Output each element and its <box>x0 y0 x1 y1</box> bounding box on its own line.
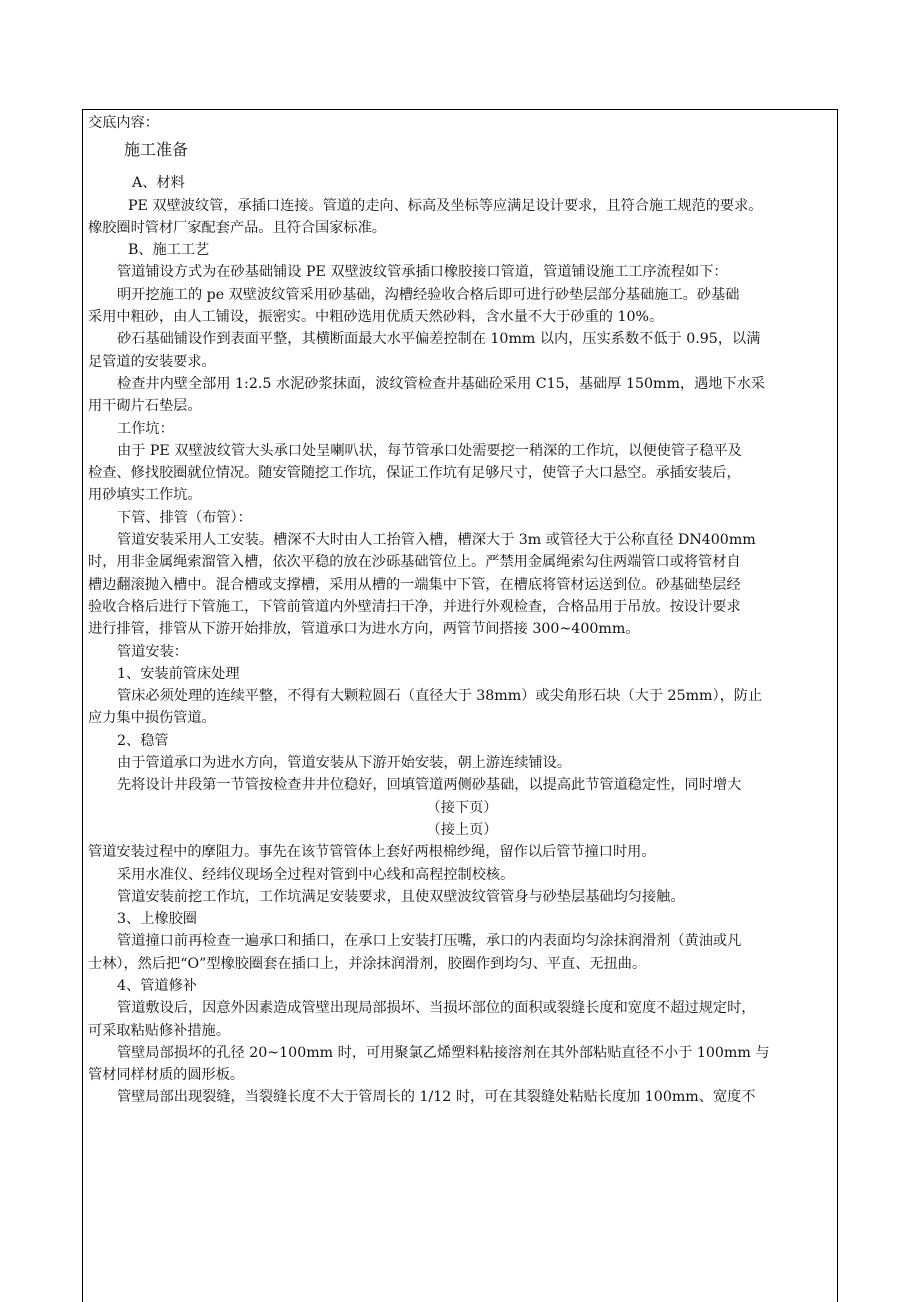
text-line: 可采取粘贴修补措施。 <box>88 1022 230 1039</box>
text-line: 采用水准仪、经纬仪现场全过程对管到中心线和高程控制校核。 <box>117 866 515 883</box>
text-line: 采用中粗砂，由人工铺设，振密实。中粗砂选用优质天然砂料，含水量不大于砂重的 10%。 <box>88 309 664 326</box>
text-line: 3、上橡胶圈 <box>117 911 197 928</box>
text-line: 检查、修找胶圈就位情况。随安管随挖工作坑，保证工作坑有足够尺寸，使管子大口悬空。承插安装后， <box>88 465 741 482</box>
text-line: 检查井内壁全部用 1:2.5 水泥砂浆抹面，波纹管检查井基础砼采用 C15，基础厚 150mm，遇地下水采 <box>117 375 766 392</box>
text-line: 管壁局部损坏的孔径 20~100mm 时，可用聚氯乙烯塑料粘接溶剂在其外部粘贴直径不小于 100mm 与 <box>117 1044 770 1061</box>
text-line: 用干砌片石垫层。 <box>88 398 202 415</box>
text-line: 验收合格后进行下管施工，下管前管道内外壁清扫干净，并进行外观检查，合格品用于吊放。按设计要求 <box>88 598 741 615</box>
text-line: 槽边翻滚抛入槽中。混合槽或支撑槽，采用从槽的一端集中下管，在槽底将管材运送到位。砂基础垫层经 <box>88 576 741 593</box>
text-line: 砂石基础铺设作到表面平整，其横断面最大水平偏差控制在 10mm 以内，压实系数不低于 0.95，以满 <box>117 331 761 348</box>
text-line: 橡胶圈时管材厂家配套产品。且符合国家标准。 <box>88 219 386 236</box>
text-line: 进行排管，排管从下游开始排放，管道承口为进水方向，两管节间搭接 300~400mm。 <box>88 621 640 638</box>
heading: 交底内容： <box>88 115 159 131</box>
text-line: 管道安装过程中的摩阻力。事先在该节管管体上套好两根棉纱绳，留作以后管节撞口时用。 <box>88 844 656 861</box>
text-line: 管道铺设方式为在砂基础铺设 PE 双壁波纹管承插口橡胶接口管道，管道铺设施工工序流程如下： <box>117 264 728 281</box>
text-line: 应力集中损伤管道。 <box>88 710 216 727</box>
section-title: 施工准备 <box>124 140 189 160</box>
text-line: 管道安装采用人工安装。槽深不大时由人工抬管入槽，槽深大于 3m 或管径大于公称直径 DN400mm <box>117 532 756 549</box>
text-line: 管道安装： <box>117 643 188 660</box>
document-content <box>88 112 836 1109</box>
text-line: 由于管道承口为进水方向，管道安装从下游开始安装，朝上游连续铺设。 <box>117 755 572 772</box>
text-line: 4、管道修补 <box>117 977 197 994</box>
text-line: 管道敷设后，因意外因素造成管壁出现局部损坏、当损坏部位的面积或裂缝长度和宽度不超过规定时， <box>117 1000 756 1017</box>
body-lines <box>88 172 836 1108</box>
text-line: 2、稳管 <box>117 732 169 749</box>
text-line: 由于 PE 双壁波纹管大头承口处呈喇叭状，每节管承口处需要挖一稍深的工作坑，以便使管子稳平及 <box>117 442 742 459</box>
text-line: 士林），然后把“O”型橡胶圈套在插口上，并涂抹润滑剂，胶圈作到均匀、平直、无扭曲。 <box>88 955 647 972</box>
text-line: PE 双壁波纹管，承插口连接。管道的走向、标高及坐标等应满足设计要求，且符合施工规范的要求。 <box>128 197 763 214</box>
text-line: 工作坑： <box>117 420 174 437</box>
text-line: 足管道的安装要求。 <box>88 353 216 370</box>
text-line: （接上页） <box>426 821 498 838</box>
text-line: 管道撞口前再检查一遍承口和插口，在承口上安装打压嘴，承口的内表面均匀涂抹润滑剂（黄油或凡 <box>117 933 742 950</box>
text-line: B、施工工艺 <box>128 242 210 259</box>
text-line: 管材同样材质的圆形板。 <box>88 1067 245 1084</box>
text-line: 明开挖施工的 pe 双壁波纹管采用砂基础，沟槽经验收合格后即可进行砂垫层部分基础施工。砂基础 <box>117 286 740 303</box>
text-line: 1、安装前管床处理 <box>117 665 240 682</box>
text-line: 管床必须处理的连续平整，不得有大颗粒圆石（直径大于 38mm）或尖角形石块（大于 25mm），防止 <box>117 688 763 705</box>
text-line: 先将设计井段第一节管按检查井井位稳好，回填管道两侧砂基础，以提高此节管道稳定性，同时增大 <box>117 777 742 794</box>
text-line: 管壁局部出现裂缝，当裂缝长度不大于管周长的 1/12 时，可在其裂缝处粘贴长度加 100mm、宽度不 <box>117 1089 756 1106</box>
text-line: 管道安装前挖工作坑，工作坑满足安装要求，且使双壁波纹管管身与砂垫层基础均匀接触。 <box>117 888 685 905</box>
text-line: 时，用非金属绳索溜管入槽，依次平稳的放在沙砾基础管位上。严禁用金属绳索勾住两端管口或将管材自 <box>88 554 741 571</box>
text-line: 下管、排管（布管）： <box>117 509 252 526</box>
text-line: A、材料 <box>132 175 185 192</box>
text-line: （接下页） <box>426 799 498 816</box>
text-line: 用砂填实工作坑。 <box>88 487 202 504</box>
